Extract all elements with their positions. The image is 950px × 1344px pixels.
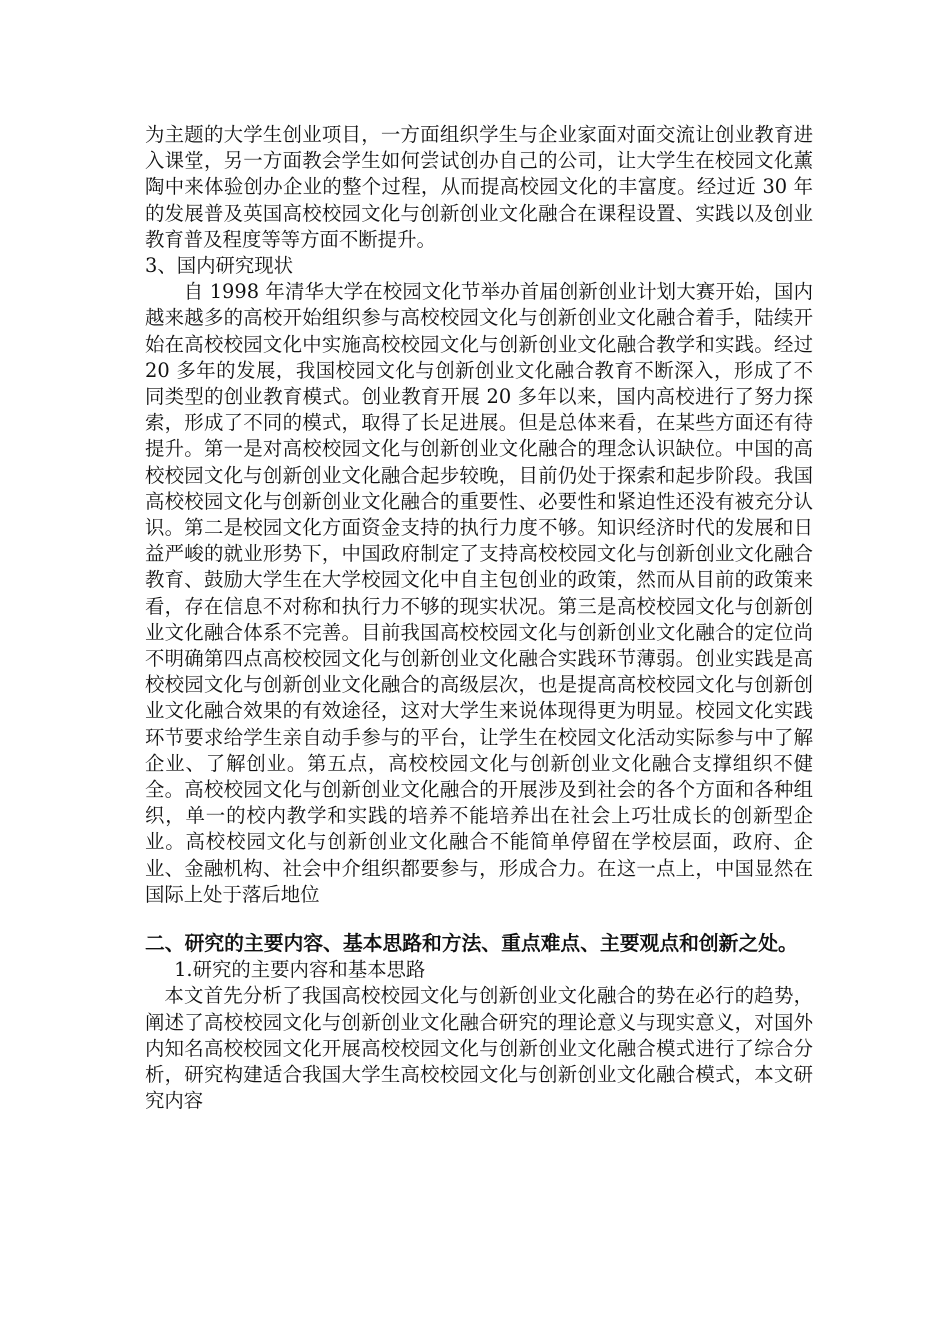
paragraph-domestic-research: 自 1998 年清华大学在校园文化节举办首届创新创业计划大赛开始，国内越来越多的高校开始组织参与高校校园文化与创新创业文化融合着手，陆续开始在高校校园文化中实施高校校园文化与创新创业文化融合教学和实践。经过 20 多年的发展，我国校园文化与创新创业文化融合教育不断深入，形成了不同类型的创业教育模式。创业教育开展 20 多年以来，国内高校进行了努力探索，形成了不同的模式，取得了长足进展。但是总体来看，在某些方面还有待提升。第一是对高校校园文化与创新创业文化融合的理念认识缺位。中国的高校校园文化与创新创业文化融合起步较晚，目前仍处于探索和起步阶段。我国高校校园文化与创新创业文化融合的重要性、必要性和紧迫性还没有被充分认识。第二是校园文化方面资金支持的执行力度不够。知识经济时代的发展和日益严峻的就业形势下，中国政府制定了支持高校校园文化与创新创业文化融合教育、鼓励大学生在大学校园文化中自主包创业的政策，然而从目前的政策来看，存在信息不对称和执行力不够的现实状况。第三是高校校园文化与创新创业文化融合体系不完善。目前我国高校校园文化与创新创业文化融合的定位尚不明确第四点高校校园文化与创新创业文化融合实践环节薄弱。创业实践是高校校园文化与创新创业文化融合的高级层次，也是提高高校校园文化与创新创业文化融合效果的有效途径，这对大学生来说体现得更为明显。校园文化实践环节要求给学生亲自动手参与的平台，让学生在校园文化活动实际参与中了解企业、了解创业。第五点，高校校园文化与创新创业文化融合支撑组织不健全。高校校园文化与创新创业文化融合的开展涉及到社会的各个方面和各种组织，单一的校内教学和实践的培养不能培养出在社会上巧壮成长的创新型企业。高校校园文化与创新创业文化融合不能简单停留在学校层面，政府、企业、金融机构、社会中介组织都要参与，形成合力。在这一点上，中国显然在国际上处于落后地位 [145,280,813,906]
paragraph-uk-practice: 为主题的大学生创业项目，一方面组织学生与企业家面对面交流让创业教育进入课堂，另一方面教会学生如何尝试创办自己的公司，让大学生在校园文化薰陶中来体验创办企业的整个过程，从而提高校园文化的丰富度。经过近 30 年的发展普及英国高校校园文化与创新创业文化融合在课程设置、实践以及创业教育普及程度等等方面不断提升。 [145,123,813,251]
section-two-heading: 二、研究的主要内容、基本思路和方法、重点难点、主要观点和创新之处。 [145,932,798,956]
document-body [145,122,813,1114]
paragraph-research-content: 本文首先分析了我国高校校园文化与创新创业文化融合的势在必行的趋势，阐述了高校校园文化与创新创业文化融合研究的理论意义与现实意义，对国外内知名高校校园文化开展高校校园文化与创新创业文化融合模式进行了综合分析，研究构建适合我国大学生高校校园文化与创新创业文化融合模式，本文研究内容 [145,984,813,1113]
heading-domestic-research-status: 3、国内研究现状 [145,254,294,278]
subheading-main-content-and-approach: 1.研究的主要内容和基本思路 [174,958,426,982]
